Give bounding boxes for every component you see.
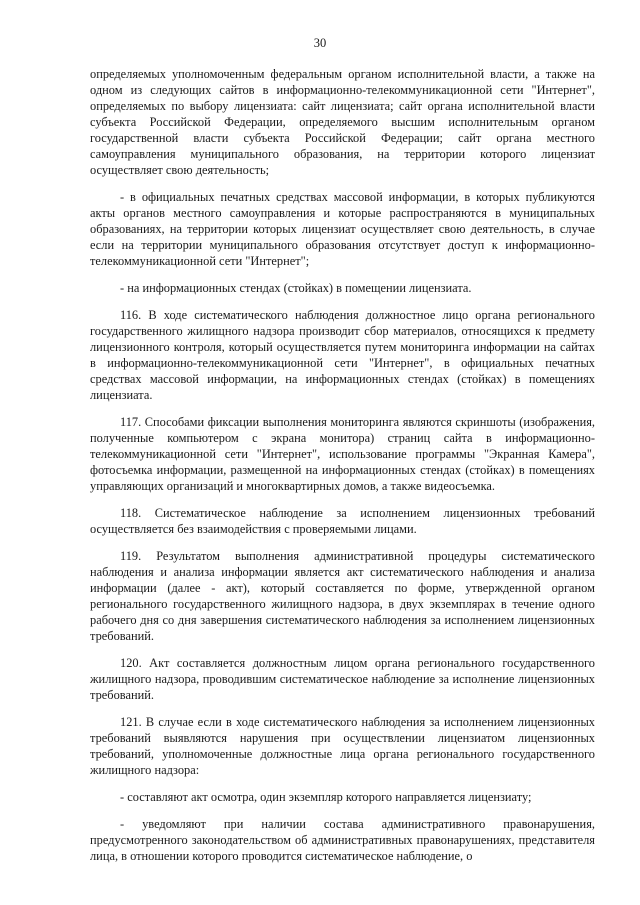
clause-120: 120. Акт составляется должностным лицом органа регионального государственного жилищного надзора, проводившим систематическое наблюдение за исполнение лицензионных требований.: [90, 656, 595, 702]
list-item-info-stands: - на информационных стендах (стойках) в помещении лицензиата.: [120, 281, 472, 295]
clause-119: 119. Результатом выполнения административной процедуры систематического наблюдения и анализа информации является акт систематического наблюдения и анализа информации (далее - акт), который составляется по форме, утвержденной органом регионального государственного жилищного надзора, в двух экземплярах в течение одного рабочего дня со дня завершения систематического наблюдения за исполнением лицензионных требований.: [90, 549, 595, 643]
list-item-inspection-act: - составляют акт осмотра, один экземпляр которого направляется лицензиату;: [120, 790, 532, 804]
paragraph-continuation: определяемых уполномоченным федеральным органом исполнительной власти, а также на одном из следующих сайтов в информационно-телекоммуникационной сети "Интернет", определяемых по выбору лицензиата: сайт лицензиата; сайт органа исполнительной власти субъекта Российской Федерации, определяемого высшим исполнительным органом государственной власти субъекта Российской Федерации; сайт органа местного самоуправления муниципального образования, на территории которого лицензиат осуществляет свою деятельность;: [90, 67, 595, 177]
clause-116: 116. В ходе систематического наблюдения должностное лицо органа регионального государственного жилищного надзора производит сбор материалов, относящихся к предмету лицензионного контроля, который осуществляется путем мониторинга информации на сайтах в информационно-телекоммуникационной сети "Интернет", в официальных печатных средствах массовой информации, на информационных стендах (стойках) в помещениях лицензиата.: [90, 308, 595, 402]
list-item-print-media: - в официальных печатных средствах массовой информации, в которых публикуются акты органов местного самоуправления и которые распространяются в муниципальных образованиях, на территории которых лицензиат осуществляет свою деятельность, в случае если на территории муниципального образования отсутствует доступ к информационно-телекоммуникационной сети "Интернет";: [90, 190, 595, 268]
clause-117: 117. Способами фиксации выполнения мониторинга являются скриншоты (изображения, полученные компьютером с экрана монитора) страниц сайта в информационно-телекоммуникационной сети "Интернет", использование программы "Экранная Камера", фотосъемка информации, размещенной на информационных стендах (стойках) в помещениях управляющих организаций и многоквартирных домов, а также видеосъемка.: [90, 415, 595, 493]
clause-118: 118. Систематическое наблюдение за исполнением лицензионных требований осуществляется без взаимодействия с проверяемыми лицами.: [90, 506, 595, 536]
clause-121: 121. В случае если в ходе систематического наблюдения за исполнением лицензионных требований выявляются нарушения при осуществлении лицензиатом лицензионных требований, уполномоченные должностные лица органа регионального государственного жилищного надзора:: [90, 715, 595, 777]
page-number: 30: [313, 36, 327, 50]
list-item-notify: - уведомляют при наличии состава административного правонарушения, предусмотренного законодательством об административных правонарушениях, представителя лица, в отношении которого проводится систематическое наблюдение, о: [90, 817, 595, 863]
document-body: [90, 66, 595, 875]
